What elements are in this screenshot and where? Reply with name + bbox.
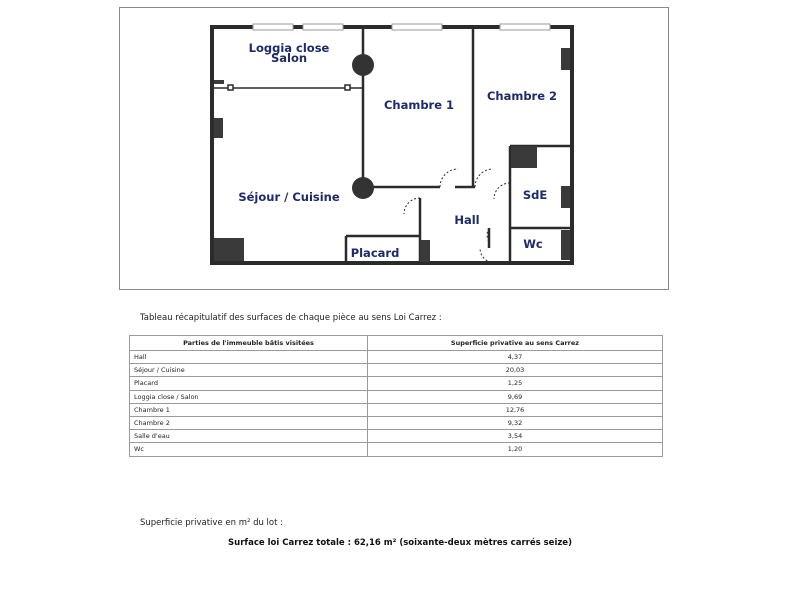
column-header: Superficie privative au sens Carrez (368, 336, 663, 351)
area-cell: 3,54 (368, 430, 663, 443)
radiators (214, 48, 570, 262)
room-label-loggia: Loggia close (248, 41, 330, 55)
room-cell: Séjour / Cuisine (130, 364, 368, 377)
table-row (130, 351, 663, 364)
room-cell: Placard (130, 377, 368, 390)
room-label-sde: SdE (522, 188, 548, 202)
intro-text: Tableau récapitulatif des surfaces de chaque pièce au sens Loi Carrez : (140, 313, 442, 323)
table-row (130, 390, 663, 403)
room-cell: Wc (130, 443, 368, 456)
table-row (130, 403, 663, 416)
table-row (130, 416, 663, 429)
loggia-partition (214, 85, 363, 90)
table-row (130, 443, 663, 456)
area-cell: 4,37 (368, 351, 663, 364)
room-label-chambre2: Chambre 2 (486, 89, 558, 103)
table-row (130, 430, 663, 443)
floor-plan-frame (119, 7, 669, 290)
interior-walls (346, 29, 572, 263)
room-cell: Chambre 1 (130, 403, 368, 416)
summary-total: Surface loi Carrez totale : 62,16 m² (soixante-deux mètres carrés seize) (228, 538, 572, 548)
area-cell: 1,25 (368, 377, 663, 390)
table-header-row (130, 336, 663, 351)
room-cell: Chambre 2 (130, 416, 368, 429)
room-label-chambre1: Chambre 1 (383, 98, 455, 112)
area-cell: 9,32 (368, 416, 663, 429)
room-cell: Hall (130, 351, 368, 364)
area-cell: 12,76 (368, 403, 663, 416)
area-cell: 1,20 (368, 443, 663, 456)
table-row (130, 364, 663, 377)
room-cell: Loggia close / Salon (130, 390, 368, 403)
surfaces-table (129, 335, 663, 457)
column-header: Parties de l'immeuble bâtis visitées (130, 336, 368, 351)
room-label-hall: Hall (454, 213, 480, 227)
room-label-wc: Wc (523, 237, 543, 251)
area-cell: 9,69 (368, 390, 663, 403)
room-cell: Salle d'eau (130, 430, 368, 443)
room-label-salon: Salon (270, 51, 308, 65)
room-label-placard: Placard (350, 246, 400, 260)
floor-plan (120, 8, 670, 291)
room-label-sejour: Séjour / Cuisine (238, 190, 340, 204)
area-cell: 20,03 (368, 364, 663, 377)
summary-label: Superficie privative en m² du lot : (140, 518, 284, 528)
table-row (130, 377, 663, 390)
